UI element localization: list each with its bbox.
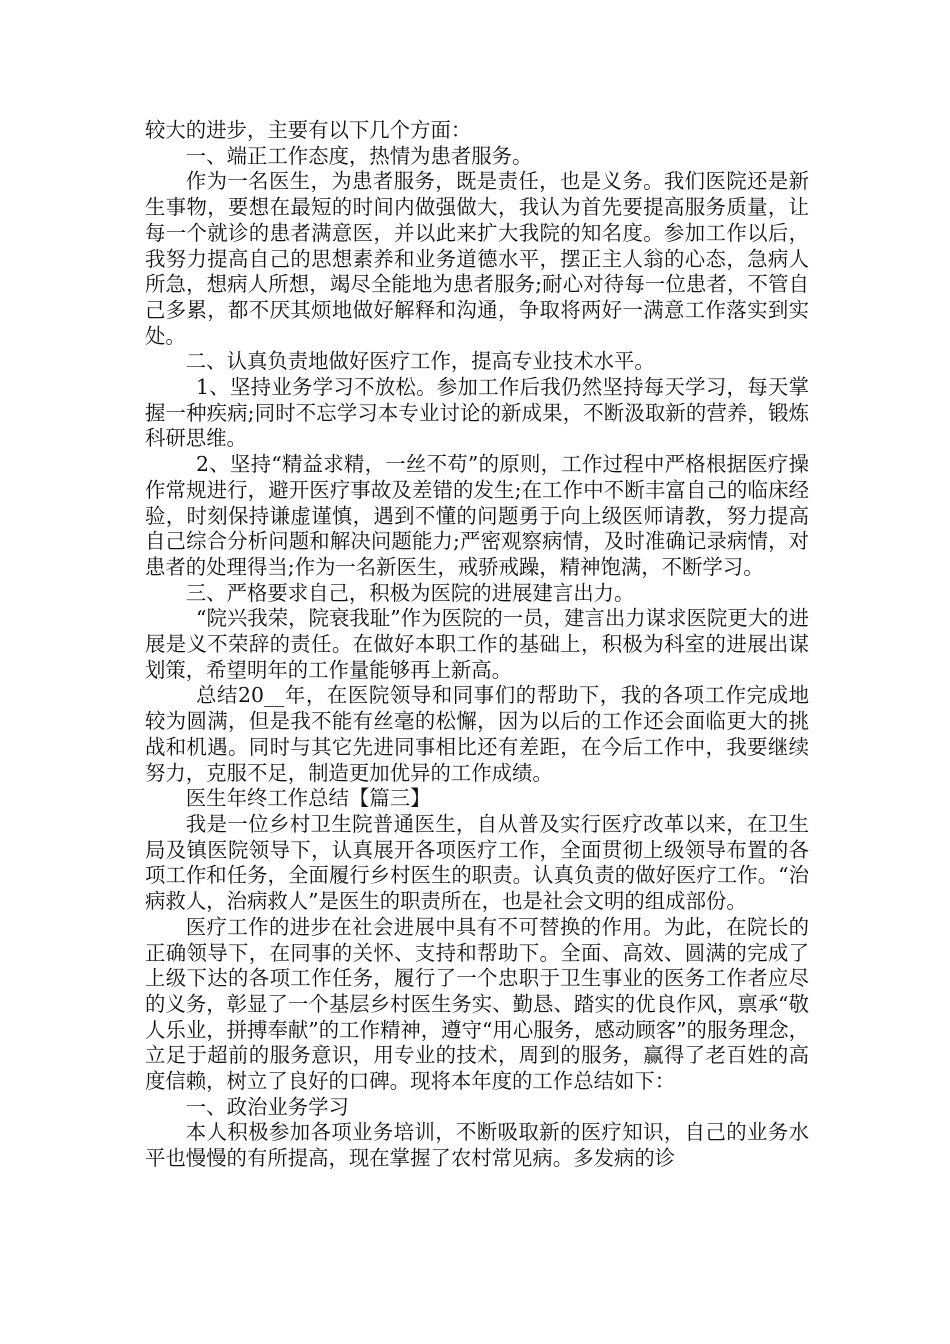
paragraph-village-doctor: 我是一位乡村卫生院普通医生，自从普及实行医疗改革以来，在卫生局及镇医院领导下，认真展开各项医疗工作，全面贯彻上级领导布置的各项工作和任务，全面履行乡村医生的职责。认真负责的做好医疗工作。“治病救人，治病救人”是医生的职责所在，也是社会文明的组成部份。 xyxy=(145,811,809,914)
paragraph-summary: 总结20__年，在医院领导和同事们的帮助下，我的各项工作完成地较为圆满，但是我不能有丝毫的松懈，因为以后的工作还会面临更大的挑战和机遇。同时与其它先进同事相比还有差距，在今后工作中，我要继续努力，克服不足，制造更加优异的工作成绩。 xyxy=(145,683,809,785)
paragraph-intro: 较大的进步，主要有以下几个方面： xyxy=(145,118,472,142)
paragraph-principle: 2、坚持“精益求精，一丝不苟”的原则，工作过程中严格根据医疗操作常规进行，避开医疗事故及差错的发生;在工作中不断丰富自己的临床经验，时刻保持谦虚谨慎，遇到不懂的问题勇于向上级医师请教，努力提高自己综合分析问题和解决问题能力;严密观察病情，及时准确记录病情，对患者的处理得当;作为一名新医生，戒骄戒躁，精神饱满，不断学习。 xyxy=(145,452,809,579)
section-heading-self-discipline: 三、严格要求自己，积极为医院的进展建言出力。 xyxy=(185,580,635,605)
paragraph-study: 1、坚持业务学习不放松。参加工作后我仍然坚持每天学习，每天掌握一种疾病;同时不忘学习本专业讨论的新成果，不断汲取新的营养，锻炼科研思维。 xyxy=(145,375,809,451)
paragraph-hospital-development: “院兴我荣，院衰我耻”作为医院的一员，建言出力谋求医院更大的进展是义不荣辞的责任。在做好本职工作的基础上，积极为科室的进展出谋划策，希望明年的工作量能够再上新高。 xyxy=(145,606,809,682)
article-title-part-three: 医生年终工作总结【篇三】 xyxy=(185,786,431,811)
section-heading-attitude: 一、端正工作态度，热情为患者服务。 xyxy=(185,143,533,168)
section-heading-medical-work: 二、认真负责地做好医疗工作，提高专业技术水平。 xyxy=(185,349,655,374)
paragraph-attitude: 作为一名医生，为患者服务，既是责任，也是义务。我们医院还是新生事物，要想在最短的时间内做强做大，我认为首先要提高服务质量，让每一个就诊的患者满意医，并以此来扩大我院的知名度。参加工作以后，我努力提高自己的思想素养和业务道德水平，摆正主人翁的心态，急病人所急，想病人所想，竭尽全能地为患者服务;耐心对待每一位患者，不管自己多累，都不厌其烦地做好解释和沟通，争取将两好一满意工作落实到实处。 xyxy=(145,169,809,348)
paragraph-medical-progress: 医疗工作的进步在社会进展中具有不可替换的作用。为此，在院长的正确领导下，在同事的关怀、支持和帮助下。全面、高效、圆满的完成了上级下达的各项工作任务，履行了一个忠职于卫生事业的医务工作者应尽的义务，彰显了一个基层乡村医生务实、勤恳、踏实的优良作风，禀承“敬人乐业，拼搏奉献”的工作精神，遵守“用心服务，感动顾客”的服务理念，立足于超前的服务意识，用专业的技术，周到的服务，赢得了老百姓的高度信赖，树立了良好的口碑。现将本年度的工作总结如下： xyxy=(145,914,809,1094)
paragraph-training: 本人积极参加各项业务培训，不断吸取新的医疗知识，自己的业务水平也慢慢的有所提高，现在掌握了农村常见病。多发病的诊 xyxy=(145,1120,809,1171)
document-page xyxy=(145,118,809,1172)
section-heading-political-study: 一、政治业务学习 xyxy=(185,1094,349,1119)
